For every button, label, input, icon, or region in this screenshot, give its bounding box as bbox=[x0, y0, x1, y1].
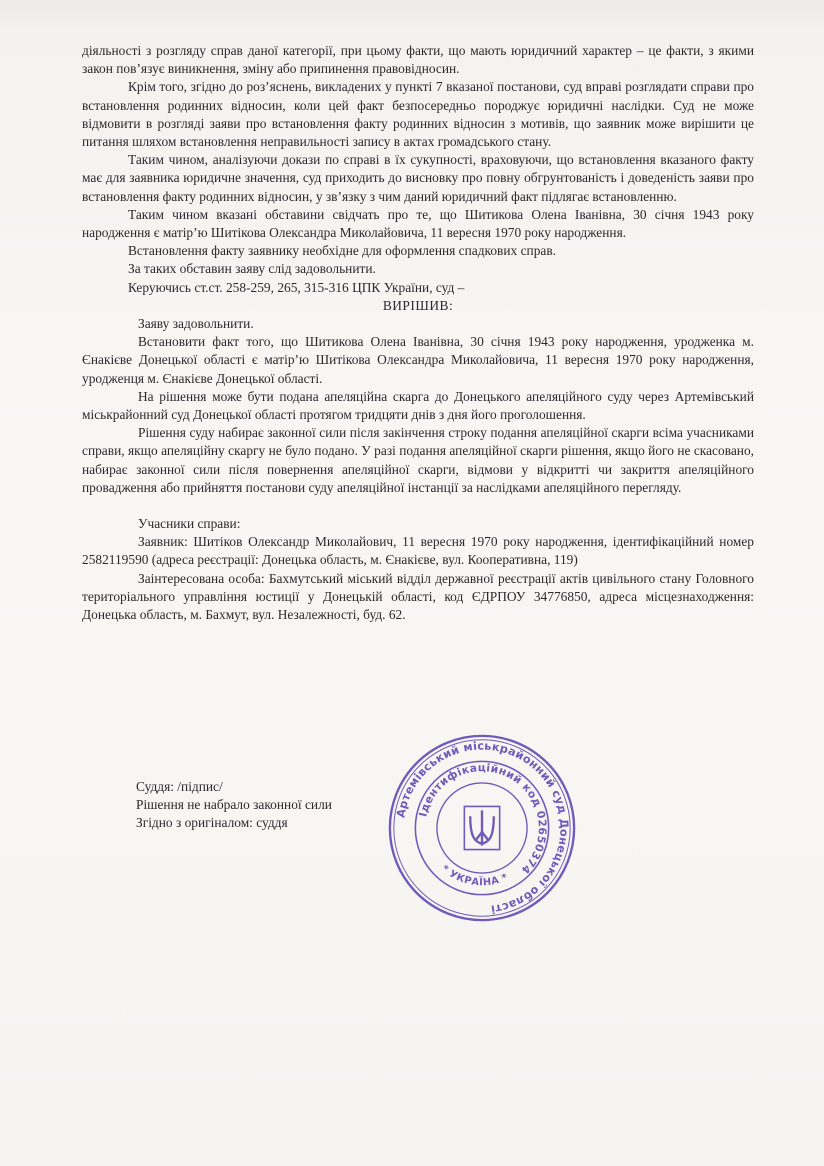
paragraph-6: За таких обставин заяву слід задовольнити. bbox=[128, 261, 376, 277]
participant-interested: Заінтересована особа: Бахмутський міський відділ державної реєстрації актів цивільного стану Головного територіального управління юстиції у Донецькій області, код ЄДРПОУ 34776850, адреса місцезнаходження: Донецька область, м. Бахмут, вул. Незалежності, буд. 62. bbox=[82, 570, 754, 623]
decision-heading: ВИРІШИВ: bbox=[382, 297, 454, 313]
not-in-force-note: Рішення не набрало законної сили bbox=[136, 797, 332, 813]
paragraph-7: Керуючись ст.ст. 258-259, 265, 315-316 ЦПК України, суд – bbox=[128, 279, 465, 295]
paragraph-2: Крім того, згідно до роз’яснень, викладених у пункті 7 вказаної постанови, суд вправі розглядати справи про встановлення родинних відносин, коли цей факт безпосередньо породжує юридичні наслідки. Суд не може відмовити в розгляді заяви про встановлення факту родинних відносин з мотивів, що заявник може вирішити це питання шляхом встановлення неправильності запису в актах громадського стану. bbox=[82, 79, 754, 150]
participants-title: Учасники справи: bbox=[138, 516, 241, 532]
document-body bbox=[82, 42, 754, 624]
decision-4: Рішення суду набирає законної сили після закінчення строку подання апеляційної скарги всіма учасниками справи, якщо апеляційну скаргу не було подано. У разі подання апеляційної скарги рішення, якщо його не скасовано, набирає законної сили після повернення апеляційної скарги, відмови у відкритті чи закриття апеляційного провадження або прийняття постанови суду апеляційної інстанції за наслідками апеляційного перегляду. bbox=[82, 425, 754, 495]
decision-1: Заяву задовольнити. bbox=[138, 316, 254, 332]
stamp-outer-text: Артемівський міськрайонний суд Донецької області bbox=[394, 739, 571, 916]
paragraph-5: Встановлення факту заявнику необхідне для оформлення спадкових справ. bbox=[128, 243, 557, 259]
paragraph-3: Таким чином, аналізуючи докази по справі в їх сукупності, враховуючи, що встановлення вказаного факту має для заявника юридичне значення, суд приходить до висновку про повну обгрунтованість і доведеність заяви про встановлення факту родинних відносин, у зв’язку з чим даний юридичний факт підлягає встановленню. bbox=[82, 152, 754, 204]
decision-3: На рішення може бути подана апеляційна скарга до Донецького апеляційного суду через Артемівський міськрайонний суд Донецької області протягом тридцяти днів з дня його проголошення. bbox=[82, 388, 754, 423]
svg-text:* УКРАЇНА * bbox=[439, 863, 510, 888]
copy-certification: Згідно з оригіналом: суддя bbox=[136, 815, 288, 831]
trident-emblem-icon bbox=[464, 806, 499, 849]
stamp-bottom-text: * УКРАЇНА * bbox=[439, 863, 510, 889]
stamp-inner-text: Ідентифікаційний код 02650374 bbox=[416, 761, 549, 877]
decision-2: Встановити факт того, що Шитикова Олена Іванівна, 30 січня 1943 року народження, уродженка м. Єнакієве Донецької області є матір’ю Шитікова Олександра Миколайовича, 11 вересня 1970 року народження, уродженця м. Єнакієве Донецької області. bbox=[82, 334, 754, 386]
signature-block bbox=[136, 778, 332, 833]
judge-signature: Суддя: /підпис/ bbox=[136, 779, 223, 794]
scan-shadow bbox=[0, 0, 824, 30]
paragraph-1: діяльності з розгляду справ даної категорії, при цьому факти, що мають юридичний характер – це факти, з якими закон пов’язує виникнення, зміну або припинення правовідносин. bbox=[82, 43, 754, 77]
participant-applicant: Заявник: Шитіков Олександр Миколайович, 11 вересня 1970 року народження, ідентифікаційний номер 2582119590 (адреса реєстрації: Донецька область, м. Єнакієве, вул. Кооперативна, 119) bbox=[82, 534, 754, 568]
paragraph-4: Таким чином вказані обставини свідчать про те, що Шитикова Олена Іванівна, 30 січня 1943 року народження є матір’ю Шитікова Олександра Миколайовича, 11 вересня 1970 року народження. bbox=[82, 206, 754, 241]
court-seal-stamp bbox=[384, 730, 580, 926]
